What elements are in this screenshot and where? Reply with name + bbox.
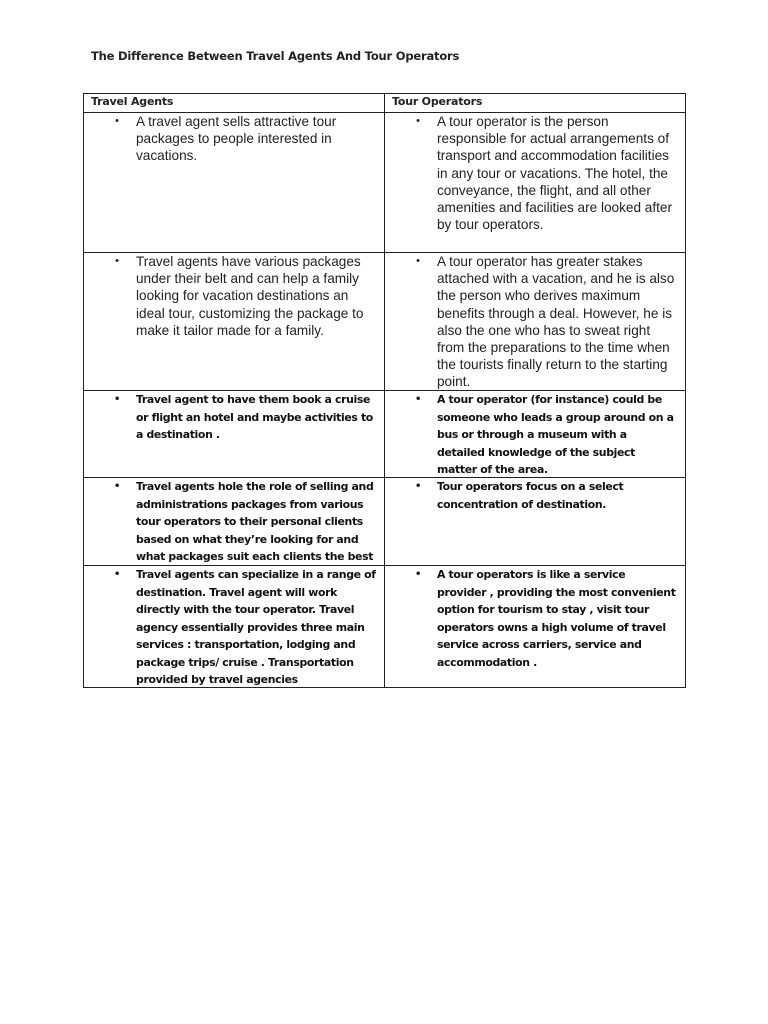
travel-agents-cell (84, 478, 385, 566)
travel-agents-cell (84, 113, 385, 253)
table-row (84, 253, 686, 391)
bullet-icon: • (416, 255, 420, 267)
bullet-icon: • (113, 394, 121, 405)
document-title: The Difference Between Travel Agents And Tour Operators (91, 49, 460, 63)
cell-text: Travel agent to have them book a cruise or flight an hotel and maybe activities to a destination . (136, 393, 373, 441)
tour-operators-cell (385, 391, 686, 478)
table-row (84, 478, 686, 566)
header-travel-agents: Travel Agents (84, 94, 385, 113)
bullet-icon: • (414, 569, 422, 580)
comparison-table (83, 93, 686, 688)
tour-operators-cell (385, 253, 686, 391)
table-row (84, 391, 686, 478)
cell-text: Travel agents have various packages under their belt and can help a family looking for vacation destinations an ideal tour, customizing the package to make it tailor made for a family. (136, 254, 364, 338)
bullet-icon: • (113, 481, 121, 492)
cell-text: A tour operator (for instance) could be someone who leads a group around on a bus or through a museum with a detailed knowledge of the subject matter of the area. (437, 393, 674, 476)
header-tour-operators: Tour Operators (385, 94, 686, 113)
tour-operators-cell (385, 566, 686, 688)
bullet-icon: • (414, 481, 422, 492)
cell-text: Travel agents can specialize in a range of destination. Travel agent will work directly with the tour operator. Travel agency essentially provides three main services : transportation, lodging and package trips/ cruise . Transportation provided by travel agencies (136, 568, 376, 686)
cell-text: Travel agents hole the role of selling and administrations packages from various tour operators to their personal clients based on what they’re looking for and what packages suit each clients the best (136, 480, 374, 563)
cell-text: A travel agent sells attractive tour packages to people interested in vacations. (136, 114, 337, 164)
tour-operators-cell (385, 478, 686, 566)
tour-operators-cell (385, 113, 686, 253)
table-header-row (84, 94, 686, 113)
bullet-icon: • (115, 115, 119, 127)
bullet-icon: • (113, 569, 121, 580)
bullet-icon: • (115, 255, 119, 267)
travel-agents-cell (84, 253, 385, 391)
bullet-icon: • (414, 394, 422, 405)
cell-text: Tour operators focus on a select concentration of destination. (437, 480, 624, 511)
travel-agents-cell (84, 391, 385, 478)
table-row (84, 566, 686, 688)
cell-text: A tour operator has greater stakes attached with a vacation, and he is also the person who derives maximum benefits through a deal. However, he is also the one who has to sweat right from the preparations to the time when the tourists finally return to the starting point. (437, 254, 675, 389)
table-row (84, 113, 686, 253)
bullet-icon: • (416, 115, 420, 127)
cell-text: A tour operators is like a service provider , providing the most convenient option for tourism to stay , visit tour operators owns a high volume of travel service across carriers, service and accommodation . (437, 568, 676, 669)
travel-agents-cell (84, 566, 385, 688)
cell-text: A tour operator is the person responsible for actual arrangements of transport and accommodation facilities in any tour or vacations. The hotel, the conveyance, the flight, and all other amenities and facilities are looked after by tour operators. (437, 114, 672, 233)
